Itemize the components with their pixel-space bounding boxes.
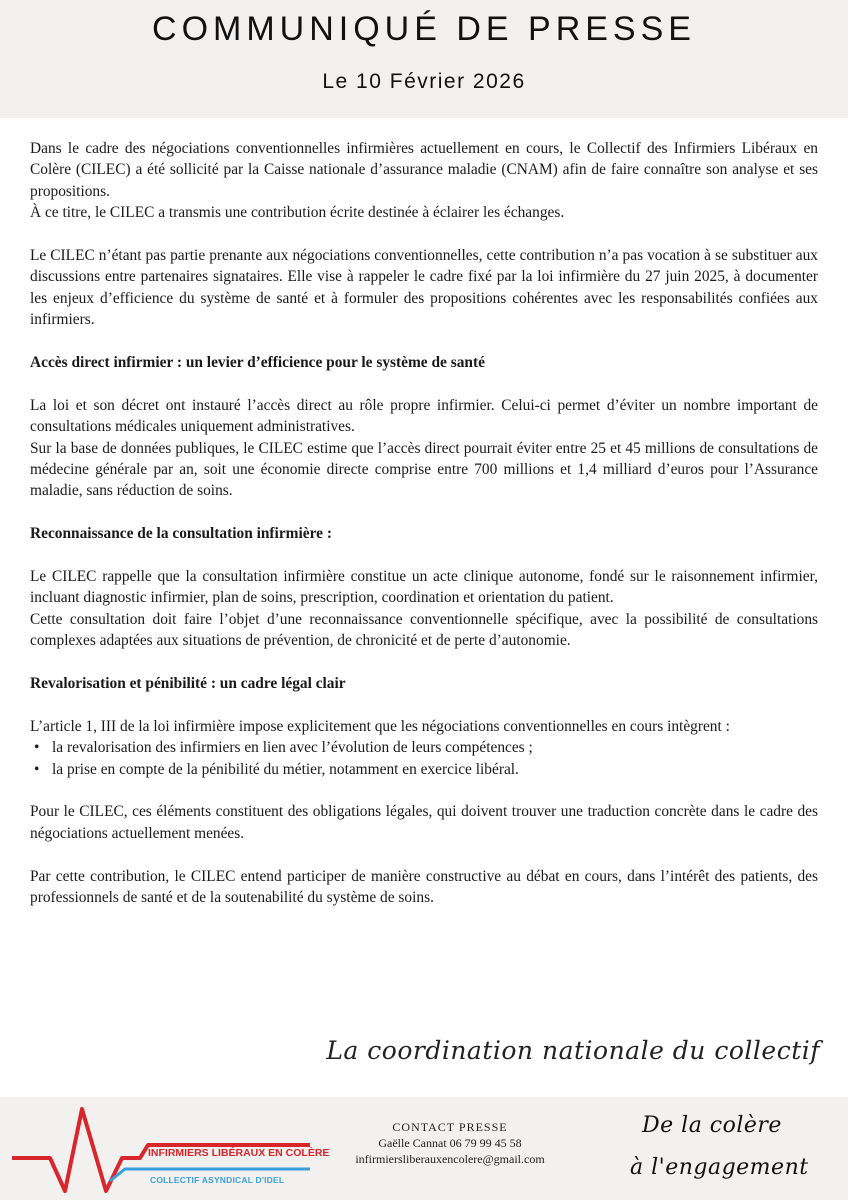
logo-name: INFIRMIERS LIBÉRAUX EN COLÈRE bbox=[148, 1147, 330, 1159]
list-item: • la revalorisation des infirmiers en lien avec l’évolution de leurs compétences ; bbox=[30, 737, 818, 758]
bullet-icon: • bbox=[34, 760, 40, 778]
footer-band bbox=[0, 1097, 848, 1200]
intro-paragraph-2: À ce titre, le CILEC a transmis une contribution écrite destinée à éclairer les échanges. bbox=[30, 204, 565, 222]
press-body bbox=[30, 138, 818, 930]
slogan-line-2: à l'engagement bbox=[630, 1155, 809, 1180]
revaluation-paragraph: L’article 1, III de la loi infirmière impose explicitement que les négociations conventionnelles en cours intègrent : bbox=[30, 717, 730, 735]
contact-title: CONTACT PRESSE bbox=[392, 1120, 508, 1134]
intro-paragraph: Dans le cadre des négociations conventionnelles infirmières actuellement en cours, le Collectif des Infirmiers Libéraux en Colère (CILEC) a été sollicité par la Caisse nationale d’assurance maladie (CNAM) afin de faire connaître son analyse et ses propositions. bbox=[30, 140, 818, 200]
slogan-line-1: De la colère bbox=[642, 1113, 782, 1138]
list-item: • la prise en compte de la pénibilité du métier, notamment en exercice libéral. bbox=[30, 759, 818, 780]
obligations-list bbox=[30, 737, 818, 780]
section-heading-revaluation: Revalorisation et pénibilité : un cadre légal clair bbox=[30, 675, 346, 693]
closing-paragraph: Par cette contribution, le CILEC entend participer de manière constructive au débat en cours, dans l’intérêt des patients, des professionnels de santé et de la soutenabilité du système de soins. bbox=[30, 867, 818, 907]
consultation-paragraph-1: Le CILEC rappelle que la consultation infirmière constitue un acte clinique autonome, fondé sur le raisonnement infirmier, incluant diagnostic infirmier, plan de soins, prescription, coordination et orientation du patient. bbox=[30, 568, 818, 607]
access-paragraph-1: La loi et son décret ont instauré l’accès direct au rôle propre infirmier. Celui-ci permet d’éviter un nombre important de consultations médicales uniquement administratives. bbox=[30, 396, 818, 436]
section-heading-access: Accès direct infirmier : un levier d’efficience pour le système de santé bbox=[30, 354, 485, 372]
press-date: Le 10 Février 2026 bbox=[322, 70, 526, 93]
logo-subtitle: COLLECTIF ASYNDICAL D'IDEL bbox=[150, 1175, 285, 1185]
bullet-icon: • bbox=[34, 739, 40, 757]
obligations-paragraph: Pour le CILEC, ces éléments constituent des obligations légales, qui doivent trouver une traduction concrète dans le cadre des négociations actuellement menées. bbox=[30, 803, 818, 842]
access-paragraph-2: Sur la base de données publiques, le CILEC estime que l’accès direct pourrait éviter entre 25 et 45 millions de consultations de médecine générale par an, soit une économie directe comprise entre 700 millions et 1,4 milliard d’euros pour l’Assurance maladie, sans réduction de soins. bbox=[30, 439, 818, 500]
consultation-paragraph-2: Cette consultation doit faire l’objet d’une reconnaissance conventionnelle spécifique, avec la possibilité de consultations complexes adaptées aux situations de prévention, de chronicité et de perte d’autonomie. bbox=[30, 610, 818, 650]
contact-name-phone: Gaëlle Cannat 06 79 99 45 58 bbox=[378, 1136, 522, 1150]
header-band bbox=[0, 0, 848, 118]
section-heading-consultation: Reconnaissance de la consultation infirmière : bbox=[30, 525, 332, 543]
contact-email: infirmiersliberauxencolere@gmail.com bbox=[355, 1152, 545, 1166]
context-paragraph: Le CILEC n’étant pas partie prenante aux négociations conventionnelles, cette contribution n’a pas vocation à se substituer aux discussions entre partenaires signataires. Elle vise à rappeler le cadre fixé par la loi infirmière du 27 juin 2025, à documenter les enjeux d’efficience du système de santé et à formuler des propositions cohérentes avec les responsabilités confiées aux infirmiers. bbox=[30, 247, 818, 329]
page-title: COMMUNIQUÉ DE PRESSE bbox=[152, 10, 696, 48]
press-contact bbox=[350, 1119, 550, 1167]
signature: La coordination nationale du collectif bbox=[326, 1036, 820, 1065]
